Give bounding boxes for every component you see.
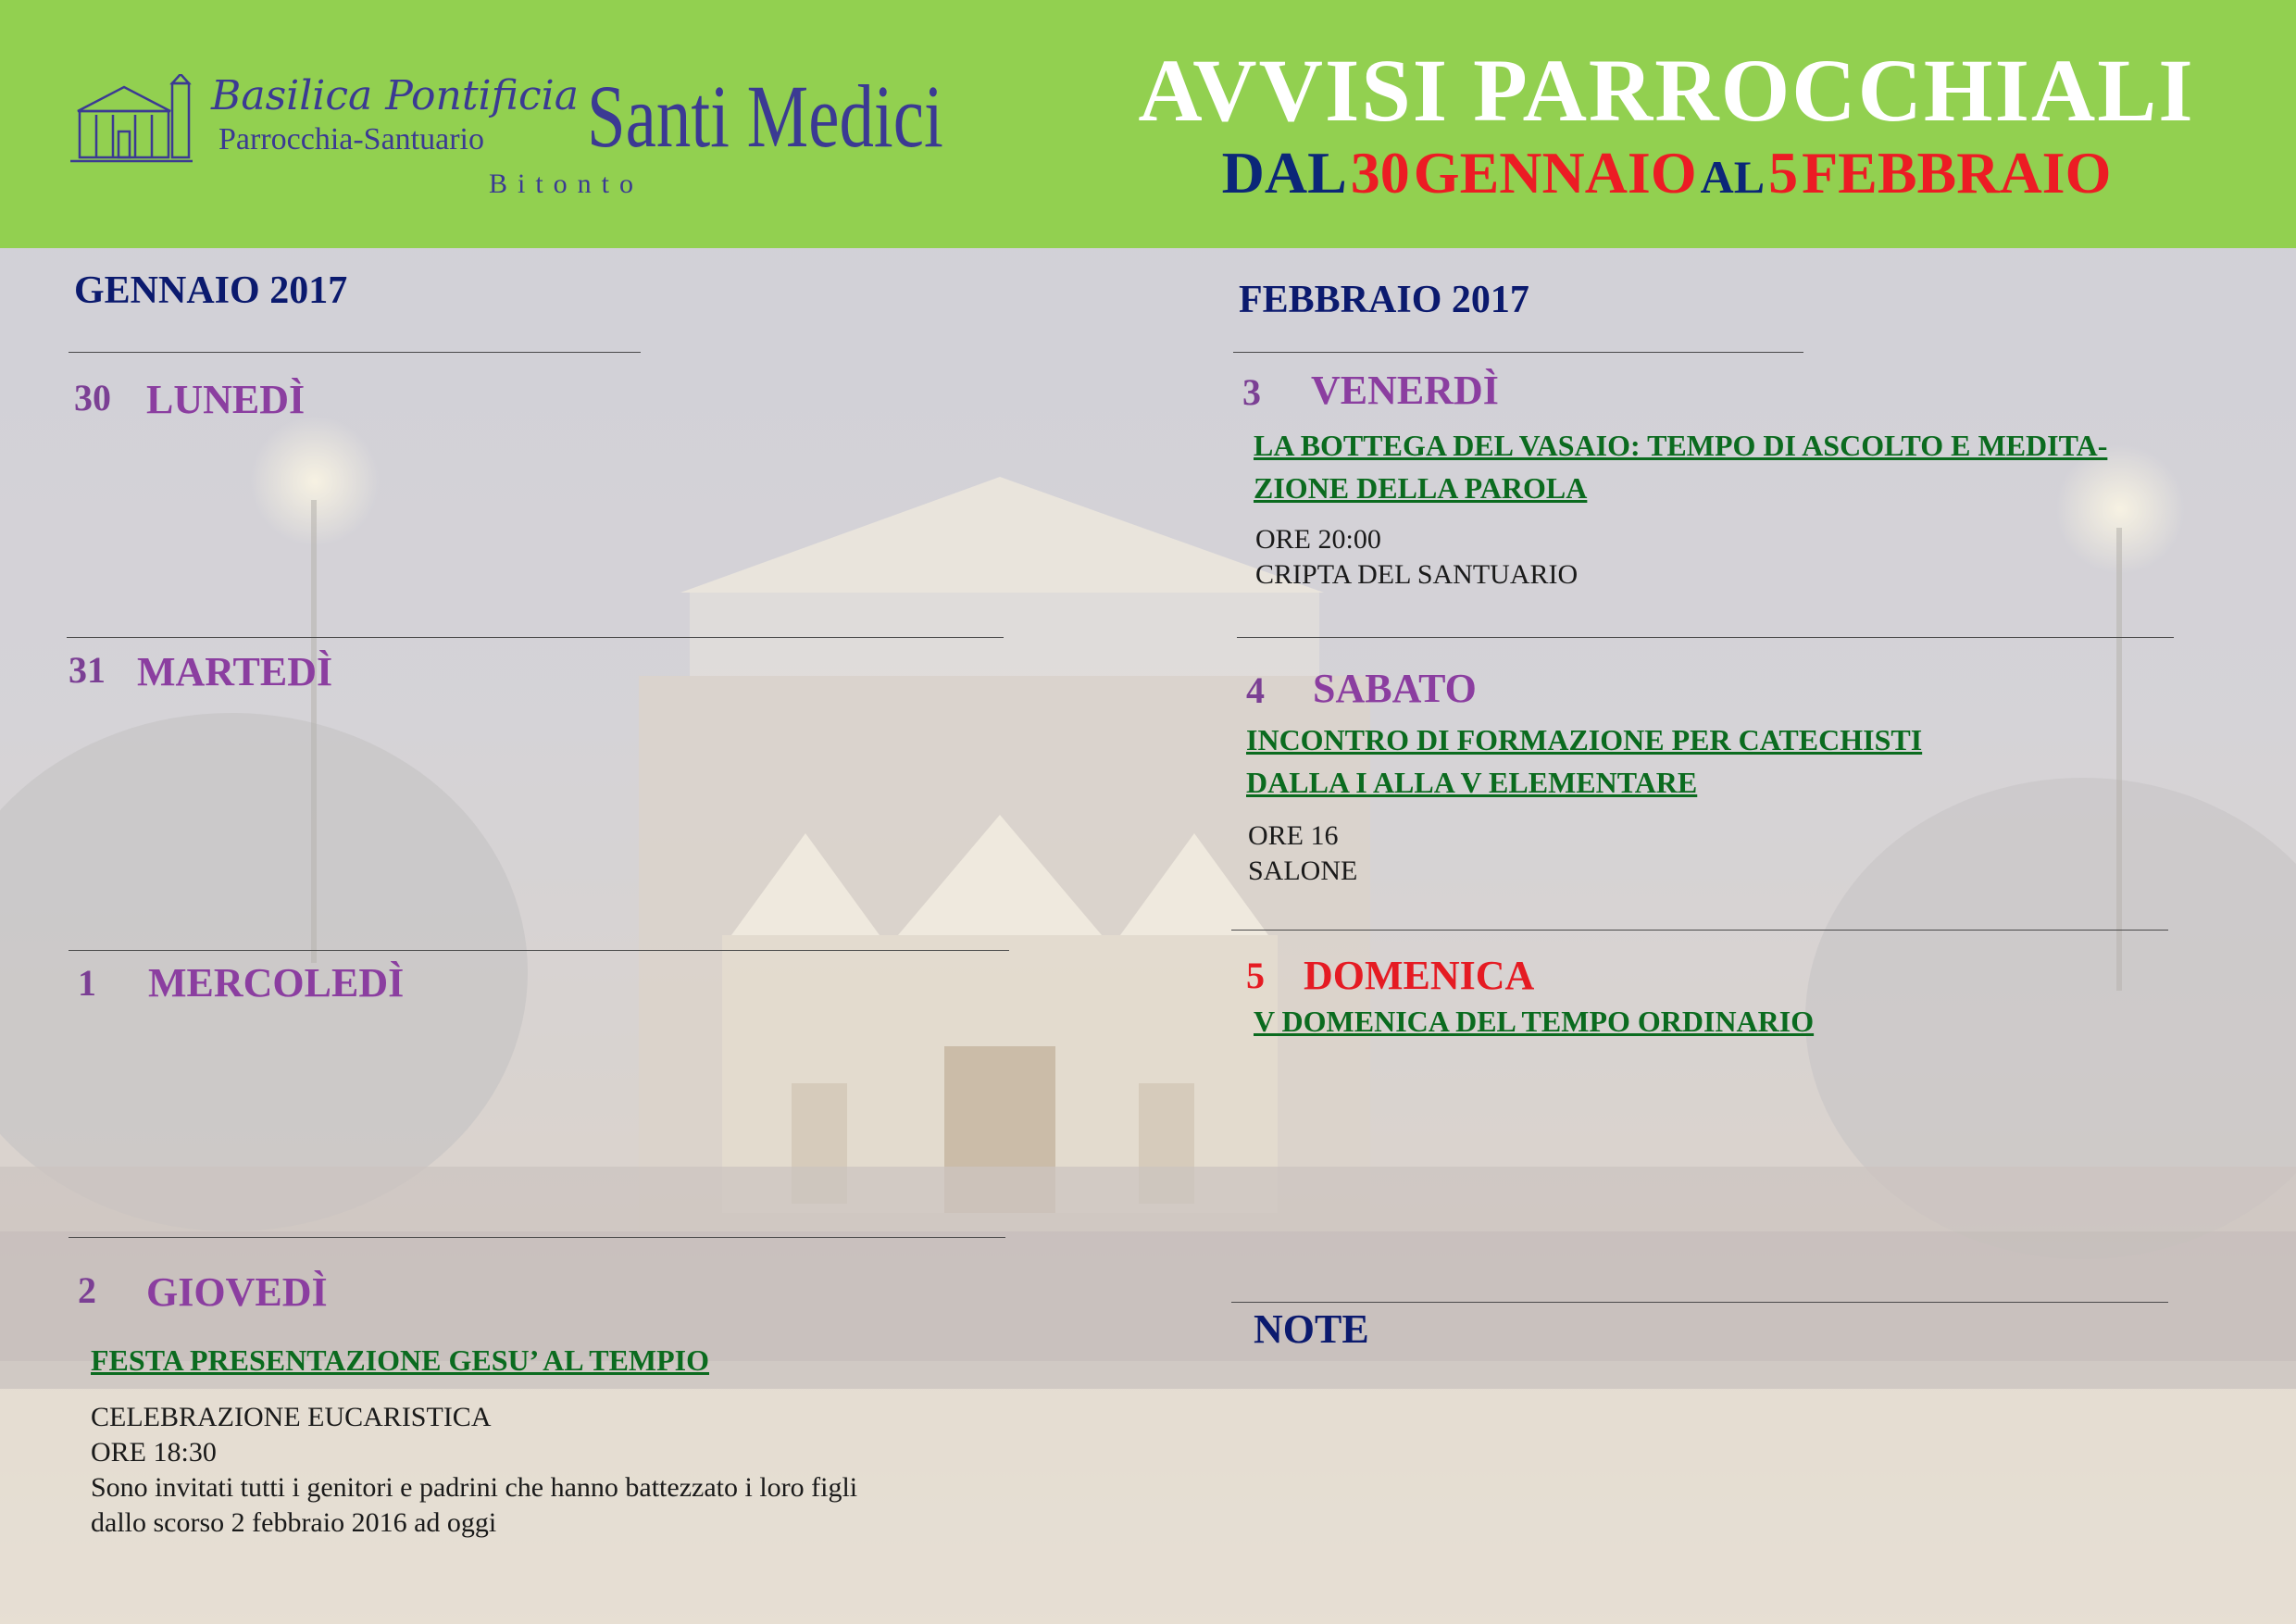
day-number: 4 bbox=[1246, 669, 1265, 711]
event-title: V DOMENICA DEL TEMPO ORDINARIO bbox=[1254, 1005, 1815, 1038]
logo-city-text: Bitonto bbox=[489, 169, 644, 199]
divider bbox=[69, 950, 1009, 951]
subtitle-to-month: FEBBRAIO bbox=[1802, 140, 2112, 206]
day-number: 1 bbox=[78, 962, 96, 1004]
day-number: 5 bbox=[1246, 955, 1265, 996]
church-logo-icon bbox=[69, 74, 194, 167]
day-name: MERCOLEDÌ bbox=[148, 960, 405, 1006]
event-title: LA BOTTEGA DEL VASAIO: TEMPO DI ASCOLTO E MEDITA- bbox=[1254, 429, 2108, 462]
day-number: 2 bbox=[78, 1269, 96, 1311]
subtitle-dal: DAL bbox=[1221, 140, 1347, 206]
logo-basilica-text: Basilica Pontificia bbox=[211, 72, 579, 119]
logo-santi-medici-text: Santi Medici bbox=[587, 67, 943, 166]
logo-parrocchia-text: Parrocchia-Santuario bbox=[218, 122, 484, 156]
divider bbox=[1233, 352, 1803, 353]
divider bbox=[1231, 930, 2168, 931]
event-time: ORE 18:30 bbox=[91, 1437, 217, 1468]
subtitle-from-month: GENNAIO bbox=[1413, 140, 1697, 206]
subtitle-to-day: 5 bbox=[1768, 140, 1799, 206]
day-name: GIOVEDÌ bbox=[146, 1269, 328, 1315]
event-detail: Sono invitati tutti i genitori e padrini che hanno battezzato i loro figli bbox=[91, 1472, 858, 1503]
day-name: DOMENICA bbox=[1304, 953, 1535, 998]
day-number: 3 bbox=[1242, 371, 1261, 413]
event-title: ZIONE DELLA PAROLA bbox=[1254, 471, 1588, 505]
event-title: INCONTRO DI FORMAZIONE PER CATECHISTI bbox=[1246, 723, 1923, 756]
day-name: MARTEDÌ bbox=[137, 649, 333, 694]
event-time: ORE 20:00 bbox=[1255, 524, 1381, 555]
day-number: 31 bbox=[69, 649, 106, 691]
notes-heading: NOTE bbox=[1254, 1306, 1369, 1352]
subtitle-from-day: 30 bbox=[1350, 140, 1410, 206]
divider bbox=[69, 352, 641, 353]
divider bbox=[69, 1237, 1005, 1238]
date-range-subtitle bbox=[1074, 139, 2259, 207]
day-number: 30 bbox=[74, 377, 111, 418]
event-title: DALLA I ALLA V ELEMENTARE bbox=[1246, 766, 1698, 799]
event-location: CRIPTA DEL SANTUARIO bbox=[1255, 559, 1578, 590]
event-detail: dallo scorso 2 febbraio 2016 ad oggi bbox=[91, 1507, 497, 1538]
month-heading-gennaio: GENNAIO 2017 bbox=[74, 269, 348, 312]
event-time: ORE 16 bbox=[1248, 820, 1339, 851]
event-title: FESTA PRESENTAZIONE GESU’ AL TEMPIO bbox=[91, 1343, 710, 1377]
day-name: LUNEDÌ bbox=[146, 377, 306, 422]
event-location: SALONE bbox=[1248, 856, 1358, 886]
page-title: AVVISI PARROCCHIALI bbox=[1138, 41, 2195, 140]
event-detail: CELEBRAZIONE EUCARISTICA bbox=[91, 1402, 492, 1432]
divider bbox=[67, 637, 1004, 638]
divider bbox=[1231, 1302, 2168, 1303]
month-heading-febbraio: FEBBRAIO 2017 bbox=[1239, 279, 1529, 321]
day-name: VENERDÌ bbox=[1311, 368, 1499, 413]
subtitle-al: AL bbox=[1700, 151, 1766, 203]
header-banner bbox=[0, 0, 2296, 248]
day-name: SABATO bbox=[1313, 666, 1477, 711]
divider bbox=[1237, 637, 2174, 638]
